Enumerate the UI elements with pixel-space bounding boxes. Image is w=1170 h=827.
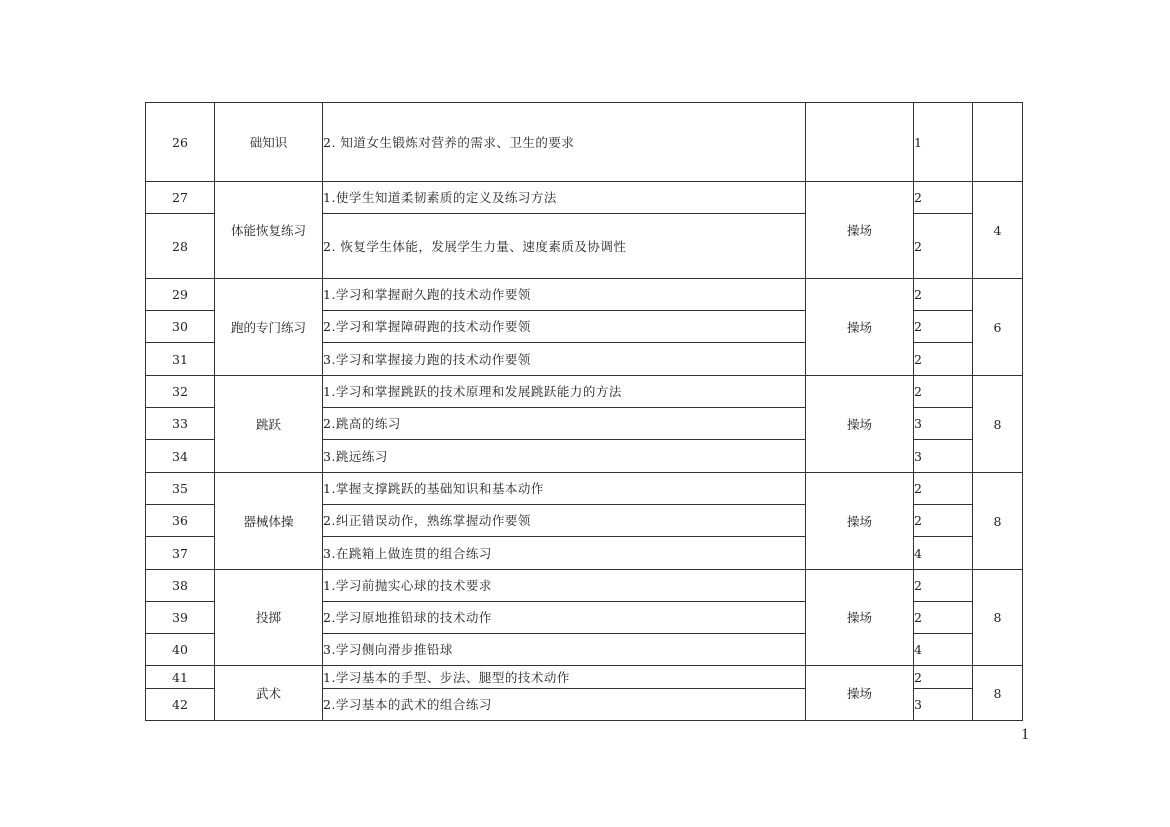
- curriculum-table: [145, 102, 1023, 721]
- table-row: [146, 279, 1023, 311]
- topic-cell: 跳跃: [215, 376, 323, 473]
- row-number: 35: [146, 473, 215, 505]
- total-hours-cell: [973, 103, 1023, 182]
- table-row: [146, 473, 1023, 505]
- total-hours-cell: 4: [973, 182, 1023, 279]
- content-cell: 1.掌握支撑跳跃的基础知识和基本动作: [323, 473, 806, 505]
- row-number: 33: [146, 408, 215, 440]
- venue-cell: 操场: [806, 279, 914, 376]
- row-number: 38: [146, 570, 215, 602]
- topic-cell: 武术: [215, 666, 323, 721]
- row-number: 37: [146, 537, 215, 570]
- content-cell: 3.跳远练习: [323, 440, 806, 473]
- topic-cell: 投掷: [215, 570, 323, 666]
- hours-cell: 2: [914, 602, 973, 634]
- content-cell: 3.学习和掌握接力跑的技术动作要领: [323, 343, 806, 376]
- row-number: 27: [146, 182, 215, 214]
- hours-cell: 2: [914, 473, 973, 505]
- content-cell: 2.跳高的练习: [323, 408, 806, 440]
- venue-cell: 操场: [806, 376, 914, 473]
- total-hours-cell: 8: [973, 473, 1023, 570]
- total-hours-cell: 8: [973, 570, 1023, 666]
- hours-cell: 2: [914, 666, 973, 689]
- hours-cell: 3: [914, 408, 973, 440]
- hours-cell: 2: [914, 182, 973, 214]
- content-cell: 1.学习和掌握耐久跑的技术动作要领: [323, 279, 806, 311]
- row-number: 39: [146, 602, 215, 634]
- content-cell: 2.学习和掌握障碍跑的技术动作要领: [323, 311, 806, 343]
- venue-cell: 操场: [806, 666, 914, 721]
- row-number: 32: [146, 376, 215, 408]
- hours-cell: 2: [914, 376, 973, 408]
- row-number: 40: [146, 634, 215, 666]
- content-cell: 1.学习和掌握跳跃的技术原理和发展跳跃能力的方法: [323, 376, 806, 408]
- row-number: 36: [146, 505, 215, 537]
- row-number: 34: [146, 440, 215, 473]
- content-cell: 3.在跳箱上做连贯的组合练习: [323, 537, 806, 570]
- table-row: [146, 666, 1023, 689]
- table-row: [146, 376, 1023, 408]
- venue-cell: 操场: [806, 182, 914, 279]
- row-number: 28: [146, 214, 215, 279]
- topic-cell: 础知识: [215, 103, 323, 182]
- total-hours-cell: 6: [973, 279, 1023, 376]
- total-hours-cell: 8: [973, 376, 1023, 473]
- content-cell: 1.学习前抛实心球的技术要求: [323, 570, 806, 602]
- venue-cell: [806, 103, 914, 182]
- content-cell: 2.学习原地推铅球的技术动作: [323, 602, 806, 634]
- row-number: 42: [146, 689, 215, 721]
- row-number: 31: [146, 343, 215, 376]
- total-hours-cell: 8: [973, 666, 1023, 721]
- row-number: 26: [146, 103, 215, 182]
- hours-cell: 3: [914, 689, 973, 721]
- hours-cell: 1: [914, 103, 973, 182]
- topic-cell: 体能恢复练习: [215, 182, 323, 279]
- topic-cell: 器械体操: [215, 473, 323, 570]
- page-number: 1: [1021, 726, 1029, 743]
- hours-cell: 2: [914, 214, 973, 279]
- content-cell: 2.学习基本的武术的组合练习: [323, 689, 806, 721]
- content-cell: 3.学习侧向滑步推铅球: [323, 634, 806, 666]
- row-number: 30: [146, 311, 215, 343]
- content-cell: 2. 知道女生锻炼对营养的需求、卫生的要求: [323, 103, 806, 182]
- hours-cell: 2: [914, 343, 973, 376]
- hours-cell: 3: [914, 440, 973, 473]
- content-cell: 1.学习基本的手型、步法、腿型的技术动作: [323, 666, 806, 689]
- hours-cell: 2: [914, 279, 973, 311]
- topic-cell: 跑的专门练习: [215, 279, 323, 376]
- hours-cell: 2: [914, 570, 973, 602]
- hours-cell: 4: [914, 537, 973, 570]
- hours-cell: 2: [914, 311, 973, 343]
- hours-cell: 4: [914, 634, 973, 666]
- table-row: [146, 103, 1023, 182]
- row-number: 41: [146, 666, 215, 689]
- content-cell: 2. 恢复学生体能，发展学生力量、速度素质及协调性: [323, 214, 806, 279]
- table-row: [146, 182, 1023, 214]
- content-cell: 2.纠正错误动作，熟练掌握动作要领: [323, 505, 806, 537]
- venue-cell: 操场: [806, 570, 914, 666]
- hours-cell: 2: [914, 505, 973, 537]
- content-cell: 1.使学生知道柔韧素质的定义及练习方法: [323, 182, 806, 214]
- venue-cell: 操场: [806, 473, 914, 570]
- table-row: [146, 570, 1023, 602]
- row-number: 29: [146, 279, 215, 311]
